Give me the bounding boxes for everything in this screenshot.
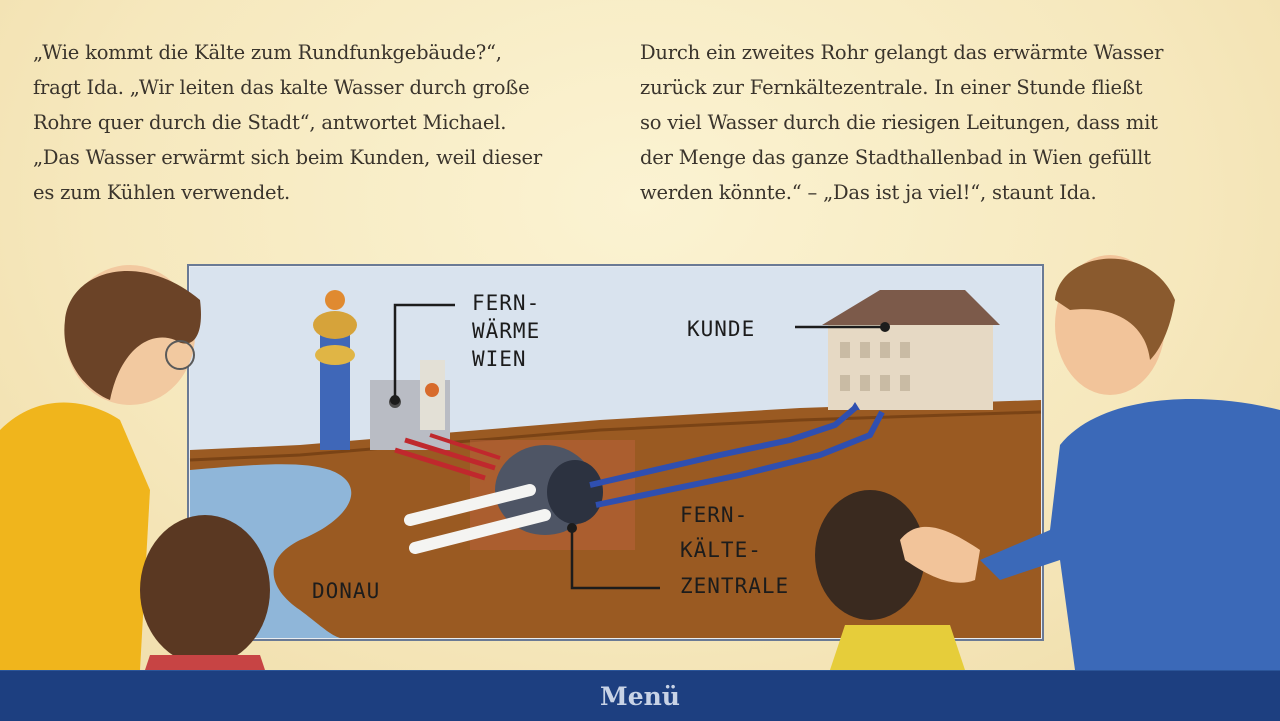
- label-fernkaelte-2: KÄLTE-: [680, 538, 762, 562]
- label-fernwaerme-2: WÄRME: [472, 319, 541, 343]
- label-fernwaerme-1: FERN-: [472, 291, 541, 315]
- menu-button[interactable]: [0, 670, 1280, 721]
- label-fernkaelte-1: FERN-: [680, 503, 749, 527]
- label-donau: DONAU: [312, 579, 381, 603]
- illustration: [0, 230, 1280, 670]
- label-kunde: KUNDE: [687, 317, 756, 341]
- child-girl: [140, 515, 270, 670]
- label-fernwaerme-3: WIEN: [472, 347, 527, 371]
- story-text-right: Durch ein zweites Rohr gelangt das erwärmte Wasser zurück zur Fernkältezentrale. In einer Stunde fließt so viel Wasser durch die riesigen Leitungen, dass mit der Menge das ganze Stadthallenbad in Wien gefüllt werden könnte.“ – „Das ist ja viel!“, staunt Ida.: [640, 41, 1164, 204]
- story-text-left: „Wie kommt die Kälte zum Rundfunkgebäude?“, fragt Ida. „Wir leiten das kalte Wasser durch große Rohre quer durch die Stadt“, antwortet Michael. „Das Wasser erwärmt sich beim Kunden, weil dieser es zum Kühlen verwendet.: [33, 41, 542, 204]
- menu-label: Menü: [600, 681, 680, 711]
- label-fernkaelte-3: ZENTRALE: [680, 574, 790, 598]
